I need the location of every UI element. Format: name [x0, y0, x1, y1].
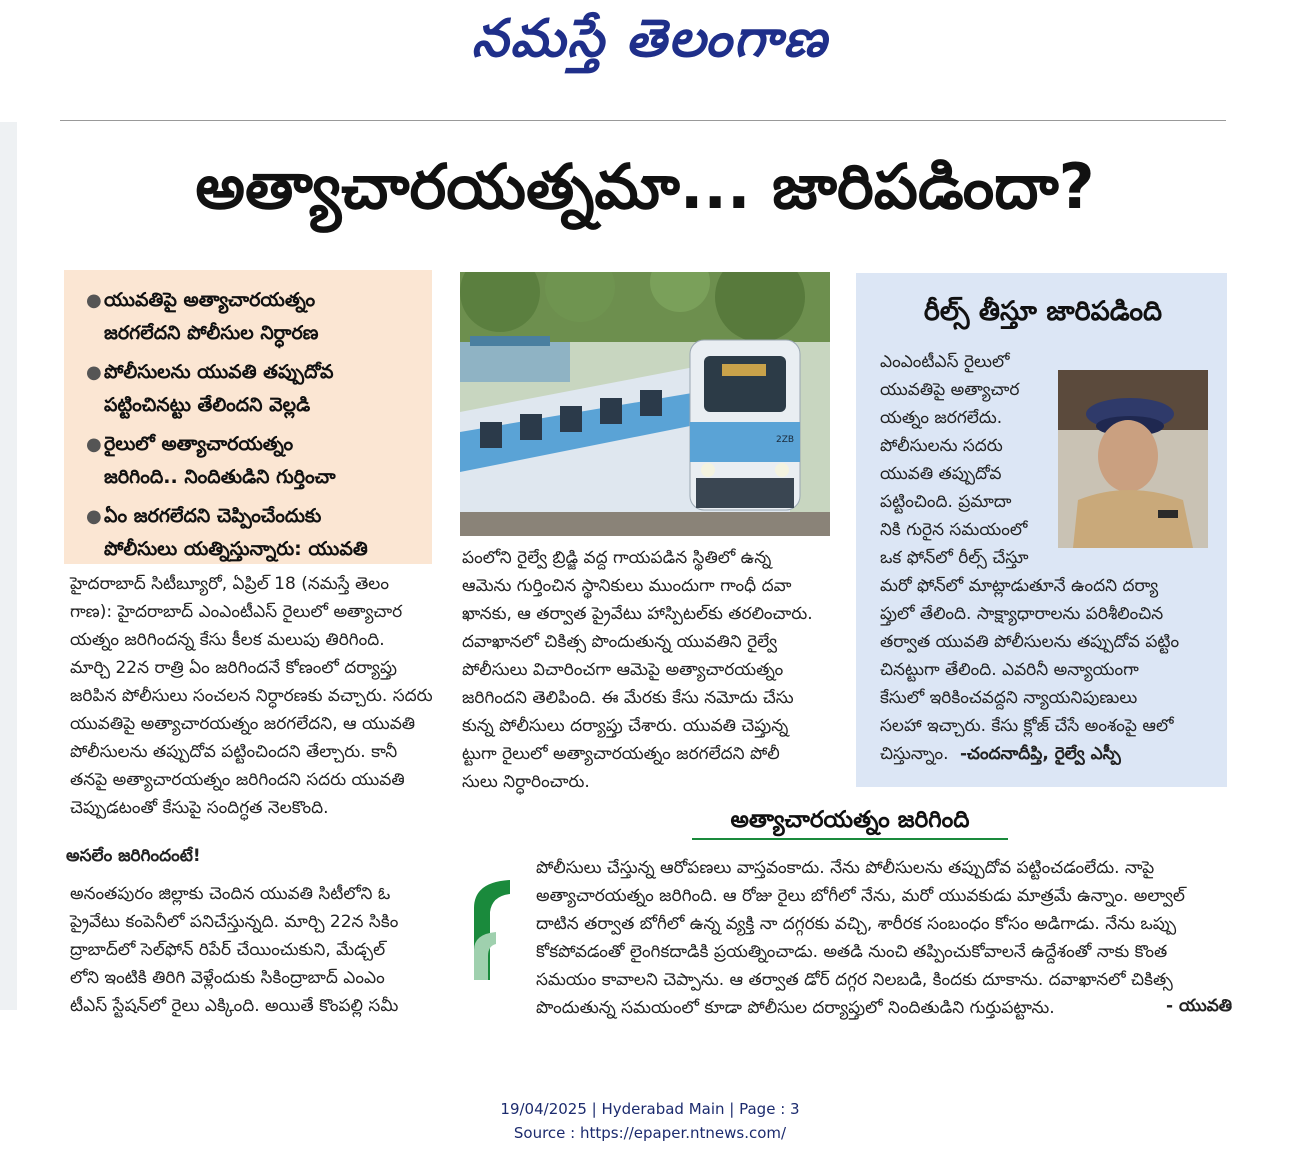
- sidebar-line: మరో ఫోన్‌లో మాట్లాడుతూనే ఉందని దర్యా: [880, 576, 1159, 596]
- article-line: జరిపిన పోలీసులు సంచలన నిర్ధారణకు వచ్చారు. సదరు: [70, 686, 433, 706]
- article-line: చెప్పుడటంతో కేసుపై సందిగ్ధత నెలకొంది.: [70, 798, 329, 818]
- highlight-line: పోలీసులను యువతి తప్పుదోవ: [104, 361, 334, 383]
- article-line: అనంతపురం జిల్లాకు చెందిన యువతి సిటీలోని ఓ: [70, 884, 391, 904]
- quote-mark-icon: [466, 878, 516, 982]
- quote-line: సమయం కావాలని చెప్పాను. ఆ తర్వాత డోర్ దగ్గర నిలబడి, కిందకు దూకాను. దవాఖానలో చికిత్స: [536, 970, 1173, 990]
- sidebar-line: ఒక ఫోన్‌లో రీల్స్ చేస్తూ: [880, 548, 1029, 568]
- bullet-icon: ●: [86, 362, 102, 383]
- highlight-line: జరిగింది.. నిందితుడిని గుర్తించా: [104, 466, 336, 488]
- quote-attribution: - యువతి: [1166, 996, 1233, 1016]
- sidebar-line: ప్తులో తేలింది. సాక్ష్యాధారాలను పరిశీలించిన: [880, 604, 1164, 624]
- sidebar-line: సలహా ఇచ్చారు. కేసు క్లోజ్ చేసే అంశంపై ఆలో: [880, 716, 1174, 736]
- article-line: ఖానకు, ఆ తర్వాత ప్రైవేటు హాస్పిటల్‌కు తరలించారు.: [462, 604, 813, 624]
- article-line: పోలీసులు విచారించగా ఆమెపై అత్యాచారయత్నం: [462, 660, 784, 680]
- article-line: ద్రాబాద్‌లో సెల్‌ఫోన్ రిపేర్ చేయించుకుని, మేడ్చల్: [70, 940, 386, 960]
- highlights-box: [64, 270, 432, 564]
- sidebar-line: యువతిపై అత్యాచార: [880, 380, 1020, 400]
- sidebar-line: యత్నం జరగలేదు.: [880, 408, 1003, 428]
- masthead-divider: [60, 120, 1226, 121]
- highlight-item: [86, 428, 414, 494]
- highlight-line: యువతిపై అత్యాచారయత్నం: [104, 289, 316, 311]
- bullet-icon: ●: [86, 506, 102, 527]
- sidebar-title: రీల్స్ తీస్తూ జారిపడింది: [923, 296, 1163, 327]
- sidebar-line: యువతి తప్పుదోవ: [880, 464, 1002, 484]
- article-line: ఆమెను గుర్తించిన స్థానికులు ముందుగా గాంధీ దవా: [462, 576, 792, 596]
- quote-line: పొందుతున్న సమయంలో కూడా పోలీసుల దర్యాప్తులో నిందితుడిని గుర్తుపట్టాను.: [536, 998, 1055, 1018]
- sidebar-line: చిస్తున్నాం.: [880, 744, 949, 764]
- article-line: తనపై అత్యాచారయత్నం జరిగిందని సదరు యువతి: [70, 770, 405, 790]
- coach-number: 2ZB: [776, 435, 795, 445]
- page-edge-strip: [0, 122, 17, 1010]
- quote-line: కోకపోవడంతో లైంగికదాడికి ప్రయత్నించాడు. అతడి నుంచి తప్పించుకోవాలనే ఉద్దేశంతో నాకు కొంత: [536, 942, 1168, 962]
- footer-date-line: 19/04/2025 | Hyderabad Main | Page : 3: [500, 1100, 800, 1118]
- article-line: ప్రైవేటు కంపెనీలో పనిచేస్తున్నది. మార్చి 22న సికిం: [70, 912, 399, 932]
- article-line: పంలోని రైల్వే బ్రిడ్జి వద్ద గాయపడిన స్థితిలో ఉన్న: [462, 548, 772, 568]
- highlight-item: [86, 356, 414, 422]
- sidebar-attribution: -చందనాదీప్తి, రైల్వే ఎస్పీ: [960, 744, 1121, 764]
- article-line: టీఎస్ స్టేషన్‌లో రైలు ఎక్కింది. అయితే కొంపల్లి సమీ: [70, 996, 399, 1016]
- bullet-icon: ●: [86, 290, 102, 311]
- highlight-item: [86, 284, 414, 350]
- quote-line: అత్యాచారయత్నం జరిగింది. ఆ రోజు రైలు బోగీలో నేను, మరో యువకుడు మాత్రమే ఉన్నాం. అల్వాల్: [536, 886, 1185, 906]
- article-line: మార్చి 22న రాత్రి ఏం జరిగిందనే కోణంలో దర్యాప్తు: [70, 658, 397, 678]
- train-photo: [460, 272, 830, 536]
- quote-line: దాటిన తర్వాత బోగీలో ఉన్న వ్యక్తి నా దగ్గరకు వచ్చి, శారీరక సంబంధం కోసం అడిగాడు. నేను ఒప్పు: [536, 914, 1177, 934]
- article-line: ట్టుగా రైలులో అత్యాచారయత్నం జరగలేదని పోలీ: [462, 744, 780, 764]
- quote-heading-underline: [692, 838, 1008, 840]
- sidebar-line: తర్వాత యువతి పోలీసులను తప్పుదోవ పట్టిం: [880, 632, 1180, 652]
- article-line: పోలీసులను తప్పుదోవ పట్టించిందని తేల్చారు. కానీ: [70, 742, 398, 762]
- article-line: యువతిపై అత్యాచారయత్నం జరగలేదని, ఆ యువతి: [70, 714, 416, 734]
- sidebar-line: చినట్టుగా తేలింది. ఎవరినీ అన్యాయంగా: [880, 660, 1139, 680]
- sidebar-line: నికి గురైన సమయంలో: [880, 520, 1028, 540]
- footer-source-line: Source : https://epaper.ntnews.com/: [513, 1124, 787, 1142]
- sidebar-line: కేసులో ఇరికించవద్దని న్యాయనిపుణులు: [880, 688, 1138, 708]
- article-subhead: అసలేం జరిగిందంటే!: [66, 846, 201, 866]
- page-headline: అత్యాచారయత్నమా... జారిపడిందా?: [195, 150, 1095, 223]
- article-line: యత్నం జరిగిందన్న కేసు కీలక మలుపు తిరిగింది.: [70, 630, 385, 650]
- highlight-line: ఏం జరగలేదని చెప్పించేందుకు: [104, 505, 322, 527]
- article-line: దవాఖానలో చికిత్స పొందుతున్న యువతిని రైల్వే: [462, 632, 778, 652]
- sidebar-line: పట్టించింది. ప్రమాదా: [880, 492, 1012, 512]
- article-line: జరిగిందని తెలిపింది. ఈ మేరకు కేసు నమోదు చేసు: [462, 688, 794, 708]
- article-line: గాణ): హైదరాబాద్ ఎంఎంటీఎస్ రైలులో అత్యాచార: [70, 602, 403, 622]
- article-line: హైదరాబాద్ సిటీబ్యూరో, ఏప్రిల్ 18 (నమస్తే తెలం: [70, 574, 389, 594]
- highlight-item: [86, 500, 414, 566]
- quote-heading: అత్యాచారయత్నం జరిగింది: [730, 807, 970, 833]
- sidebar-line: పోలీసులను సదరు: [880, 436, 1003, 456]
- officer-photo: [1058, 370, 1208, 548]
- highlight-line: పట్టించినట్టు తేలిందని వెల్లడి: [104, 394, 311, 416]
- highlight-line: పోలీసులు యత్నిస్తున్నారు: యువతి: [104, 538, 368, 560]
- masthead-logo: నమస్తే తెలంగాణ: [471, 8, 829, 69]
- article-line: సులు నిర్ధారించారు.: [462, 772, 590, 792]
- quote-line: పోలీసులు చేస్తున్న ఆరోపణలు వాస్తవంకాదు. నేను పోలీసులను తప్పుదోవ పట్టించడంలేదు. నాపై: [536, 858, 1155, 878]
- bullet-icon: ●: [86, 434, 102, 455]
- sidebar-line: ఎంఎంటీఎస్ రైలులో: [880, 352, 1010, 372]
- article-line: కున్న పోలీసులు దర్యాప్తు చేశారు. యువతి చెప్తున్న: [462, 716, 789, 736]
- article-line: లోని ఇంటికి తిరిగి వెళ్లేందుకు సికింద్రాబాద్ ఎంఎం: [70, 968, 385, 988]
- highlight-line: జరగలేదని పోలీసుల నిర్ధారణ: [104, 322, 319, 344]
- highlight-line: రైలులో అత్యాచారయత్నం: [104, 433, 294, 455]
